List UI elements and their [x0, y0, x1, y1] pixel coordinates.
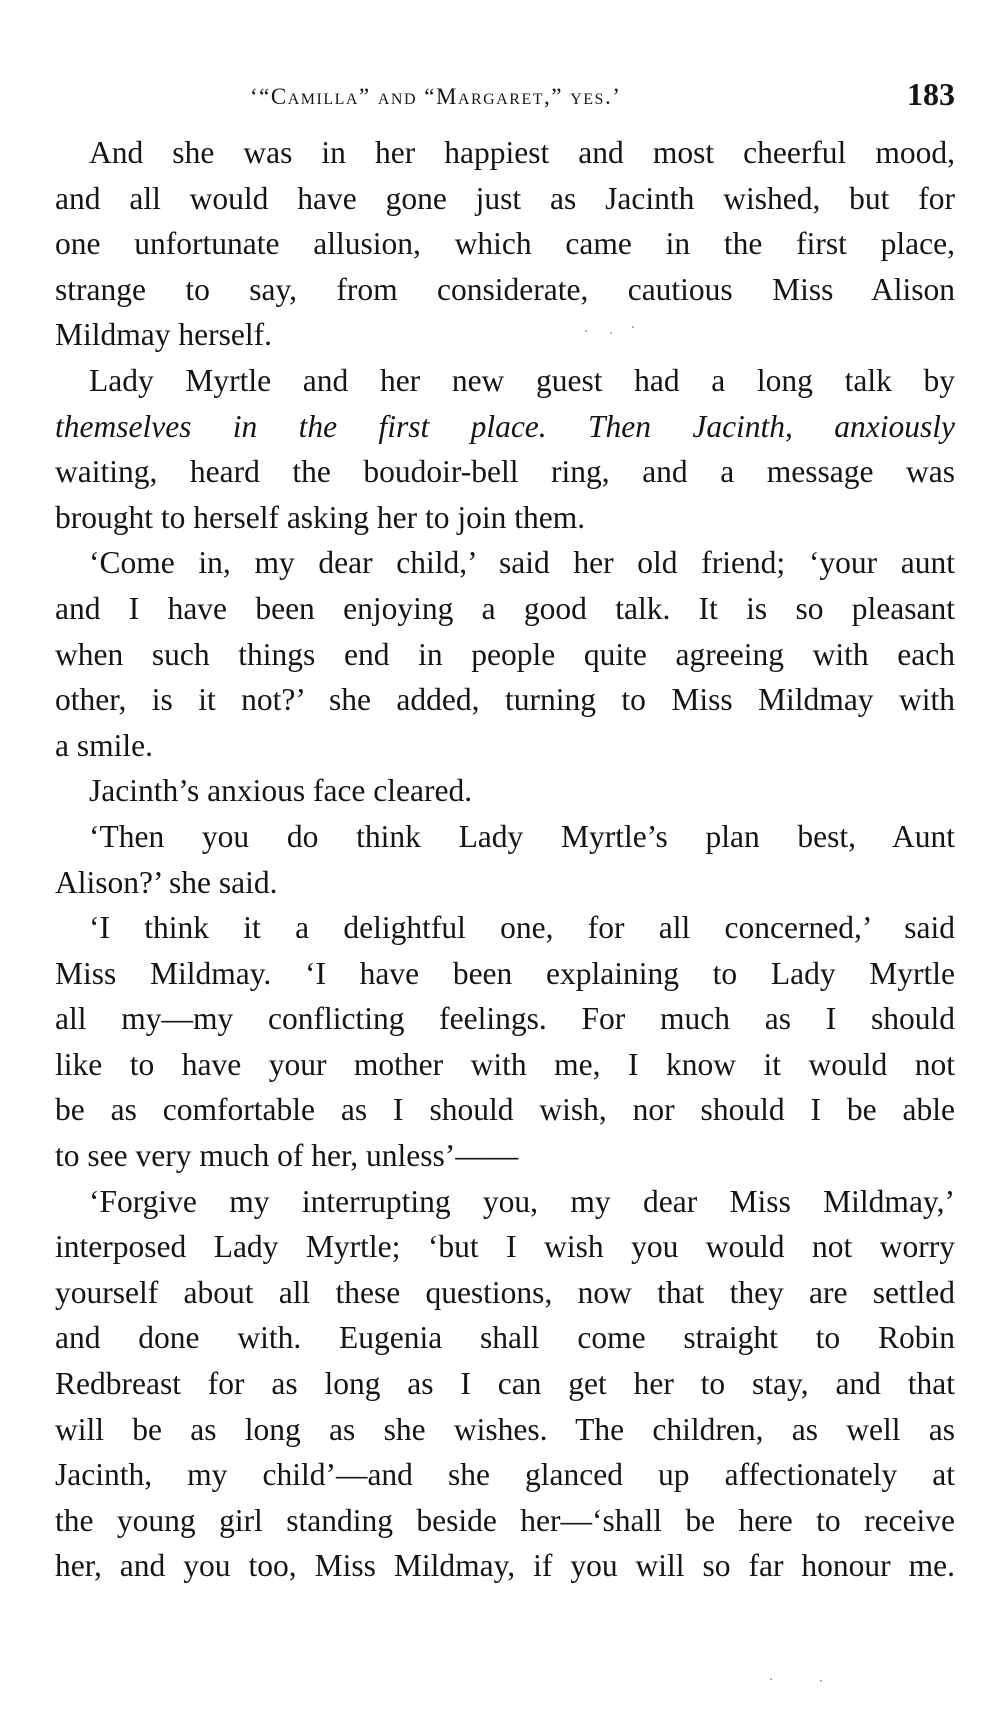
paper-speck	[585, 330, 587, 332]
running-head	[55, 70, 955, 118]
paragraph	[55, 540, 955, 768]
text-line: Miss Mildmay. ‘I have been explaining to Lady Myrtle	[55, 955, 955, 991]
text-line: And she was in her happiest and most cheerful mood,	[89, 135, 955, 170]
text-line: one unfortunate allusion, which came in the first place,	[55, 226, 955, 262]
text-line: and all would have gone just as Jacinth wished, but for	[55, 180, 955, 216]
paper-speck	[632, 326, 634, 328]
text-line: Mildmay herself.	[55, 317, 272, 353]
text-line: ‘Forgive my interrupting you, my dear Miss Mildmay,’	[89, 1183, 955, 1219]
text-line: other, is it not?’ she added, turning to Miss Mildmay with	[55, 682, 955, 718]
text-line: and I have been enjoying a good talk. It is so pleasant	[55, 590, 955, 626]
text-line: themselves in the first place. Then Jacinth, anxiously	[55, 408, 955, 444]
text-line: her, and you too, Miss Mildmay, if you will so far honour me.	[55, 1548, 955, 1584]
paragraph	[55, 358, 955, 540]
body-text	[55, 130, 955, 1589]
text-line: ‘Come in, my dear child,’ said her old friend; ‘your aunt	[89, 545, 955, 581]
text-line: Alison?’ she said.	[55, 864, 278, 900]
text-line: when such things end in people quite agreeing with each	[55, 636, 955, 672]
text-line: Jacinth’s anxious face cleared.	[89, 773, 473, 809]
text-line: be as comfortable as I should wish, nor should I be able	[55, 1092, 955, 1128]
text-line: strange to say, from considerate, cautious Miss Alison	[55, 271, 955, 307]
text-line: ‘I think it a delightful one, for all concerned,’ said	[89, 910, 955, 946]
text-line: Redbreast for as long as I can get her to stay, and that	[55, 1366, 955, 1402]
text-line: brought to herself asking her to join them.	[55, 499, 586, 535]
paper-speck	[820, 1680, 822, 1682]
text-line: Lady Myrtle and her new guest had a long talk by	[89, 362, 955, 398]
paragraph	[55, 130, 955, 358]
text-line: will be as long as she wishes. The children, as well as	[55, 1411, 955, 1447]
text-line: the young girl standing beside her—‘shall be here to receive	[55, 1502, 955, 1538]
paper-speck	[770, 1678, 772, 1680]
text-line: yourself about all these questions, now that they are settled	[55, 1274, 955, 1310]
text-line: a smile.	[55, 727, 153, 763]
text-line: ‘Then you do think Lady Myrtle’s plan best, Aunt	[89, 818, 955, 854]
text-line: and done with. Eugenia shall come straight to Robin	[55, 1320, 955, 1356]
text-line: like to have your mother with me, I know it would not	[55, 1046, 955, 1082]
text-line: to see very much of her, unless’——	[55, 1138, 519, 1174]
paragraph	[55, 1179, 955, 1589]
paragraph	[55, 814, 955, 905]
text-line: interposed Lady Myrtle; ‘but I wish you would not worry	[55, 1229, 955, 1265]
paper-speck	[610, 332, 612, 334]
page-number: 183	[907, 76, 955, 112]
paragraph	[55, 905, 955, 1179]
text-line: Jacinth, my child’—and she glanced up affectionately at	[55, 1457, 955, 1493]
text-line: all my—my conflicting feelings. For much as I should	[55, 1001, 955, 1037]
running-title: ‘“Camilla” and “Margaret,” yes.’	[250, 84, 622, 109]
book-page	[55, 70, 955, 1589]
text-line: waiting, heard the boudoir-bell ring, and a message was	[55, 454, 955, 490]
paragraph	[55, 768, 955, 814]
